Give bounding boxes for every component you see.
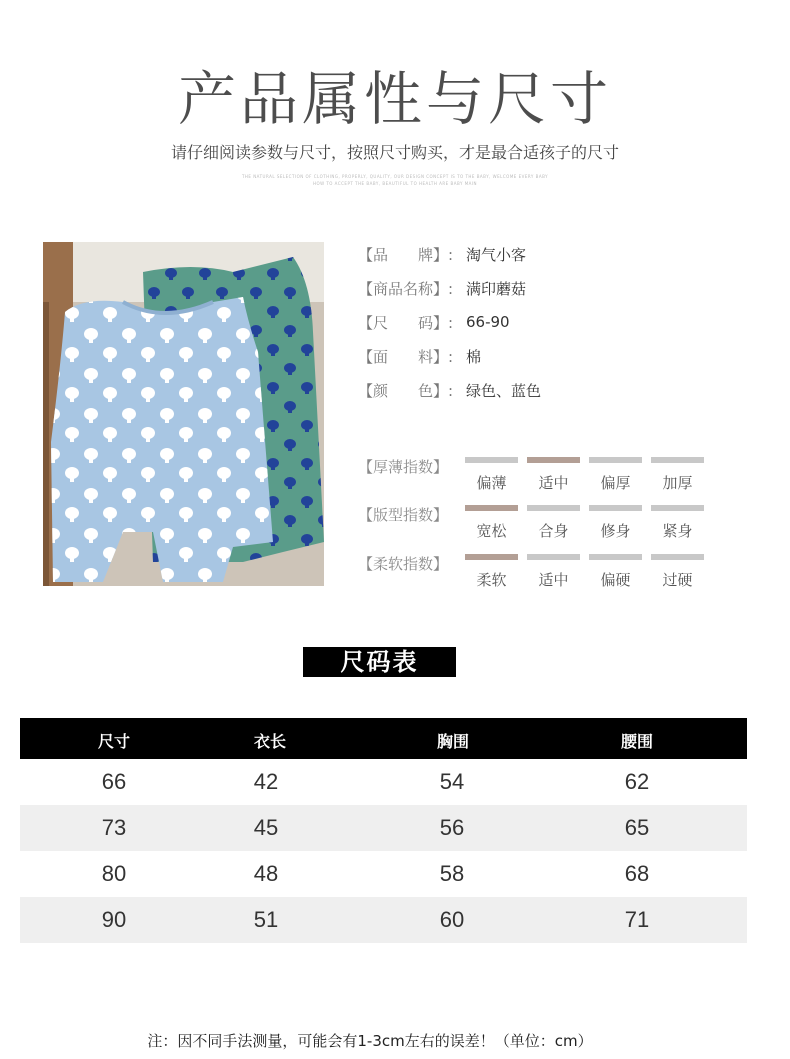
- index-option: 过硬: [662, 571, 693, 589]
- table-cell: 68: [624, 861, 650, 886]
- index-option: 柔软: [476, 571, 507, 589]
- table-cell: 45: [253, 815, 279, 840]
- index-bar: [527, 554, 580, 560]
- attr-value: 棉: [466, 347, 482, 366]
- table-row: [20, 759, 747, 805]
- index-option: 适中: [538, 571, 569, 589]
- table-cell: 56: [439, 815, 465, 840]
- index-option: 紧身: [662, 522, 693, 540]
- attr-color: [358, 380, 541, 400]
- index-option: 修身: [600, 522, 631, 540]
- size-chart-badge: 尺码表: [303, 647, 456, 677]
- index-option: 偏薄: [476, 474, 507, 492]
- fine-print-2: HOW TO ACCEPT THE BABY, BEAUTIFUL TO HEALTH ARE BABY MAIN: [312, 181, 478, 186]
- attr-label: 【品 牌】:: [358, 245, 454, 264]
- attr-label: 【尺 码】:: [358, 313, 454, 332]
- index-bar: [589, 554, 642, 560]
- table-cell: 66: [101, 769, 127, 794]
- page-title: 产品属性与尺寸: [177, 65, 612, 133]
- index-bar: [651, 505, 704, 511]
- table-header: [20, 718, 747, 759]
- index-bar: [527, 457, 580, 463]
- index-bar: [589, 505, 642, 511]
- attr-size: [358, 312, 510, 332]
- index-label: 【柔软指数】: [358, 555, 449, 573]
- table-cell: 62: [624, 769, 650, 794]
- index-label: 【版型指数】: [358, 506, 449, 524]
- attr-name: [358, 278, 526, 298]
- index-bar: [465, 554, 518, 560]
- attr-value: 66-90: [466, 313, 510, 331]
- table-row: [20, 897, 747, 943]
- index-label: 【厚薄指数】: [358, 458, 449, 476]
- table-cell: 90: [101, 907, 127, 932]
- index-option: 适中: [538, 474, 569, 492]
- table-cell: 51: [253, 907, 279, 932]
- page-subtitle: 请仔细阅读参数与尺寸，按照尺寸购买，才是最合适孩子的尺寸: [170, 143, 619, 162]
- header-cell: 胸围: [436, 732, 470, 751]
- index-option: 宽松: [476, 522, 507, 540]
- table-row: [20, 851, 747, 897]
- table-cell: 42: [253, 769, 279, 794]
- header-cell: 衣长: [253, 732, 287, 751]
- table-cell: 65: [624, 815, 650, 840]
- index-bar: [465, 457, 518, 463]
- index-bar: [465, 505, 518, 511]
- attr-value: 绿色、蓝色: [466, 381, 542, 400]
- index-option: 偏厚: [600, 474, 631, 492]
- header-cell: 腰围: [620, 732, 654, 751]
- attr-label: 【商品名称】:: [358, 279, 454, 298]
- index-option: 偏硬: [600, 571, 631, 589]
- attr-fabric: [358, 346, 481, 366]
- table-row: [20, 805, 747, 851]
- index-bar: [527, 505, 580, 511]
- index-bar: [589, 457, 642, 463]
- table-cell: 71: [624, 907, 650, 932]
- table-cell: 73: [101, 815, 127, 840]
- attr-brand: [358, 244, 526, 264]
- table-cell: 60: [439, 907, 465, 932]
- header-cell: 尺寸: [97, 732, 131, 751]
- index-option: 合身: [538, 522, 569, 540]
- fine-print-1: THE NATURAL SELECTION OF CLOTHING, PROPERLY, QUALITY, OUR DESIGN CONCEPT IS TO THE BABY, WELCOME EVERY BABY: [241, 174, 549, 179]
- attr-label: 【颜 色】:: [358, 381, 454, 400]
- index-option: 加厚: [662, 474, 693, 492]
- index-bar: [651, 457, 704, 463]
- index-bar: [651, 554, 704, 560]
- table-cell: 80: [101, 861, 127, 886]
- attr-value: 淘气小客: [466, 245, 527, 264]
- attr-value: 满印蘑菇: [466, 279, 527, 298]
- table-cell: 48: [253, 861, 279, 886]
- table-cell: 54: [439, 769, 465, 794]
- measurement-note: 注：因不同手法测量，可能会有1-3cm左右的误差！（单位：cm）: [147, 1032, 593, 1050]
- product-photo: [43, 242, 324, 586]
- size-table: [20, 718, 747, 943]
- table-cell: 58: [439, 861, 465, 886]
- attr-label: 【面 料】:: [358, 347, 454, 366]
